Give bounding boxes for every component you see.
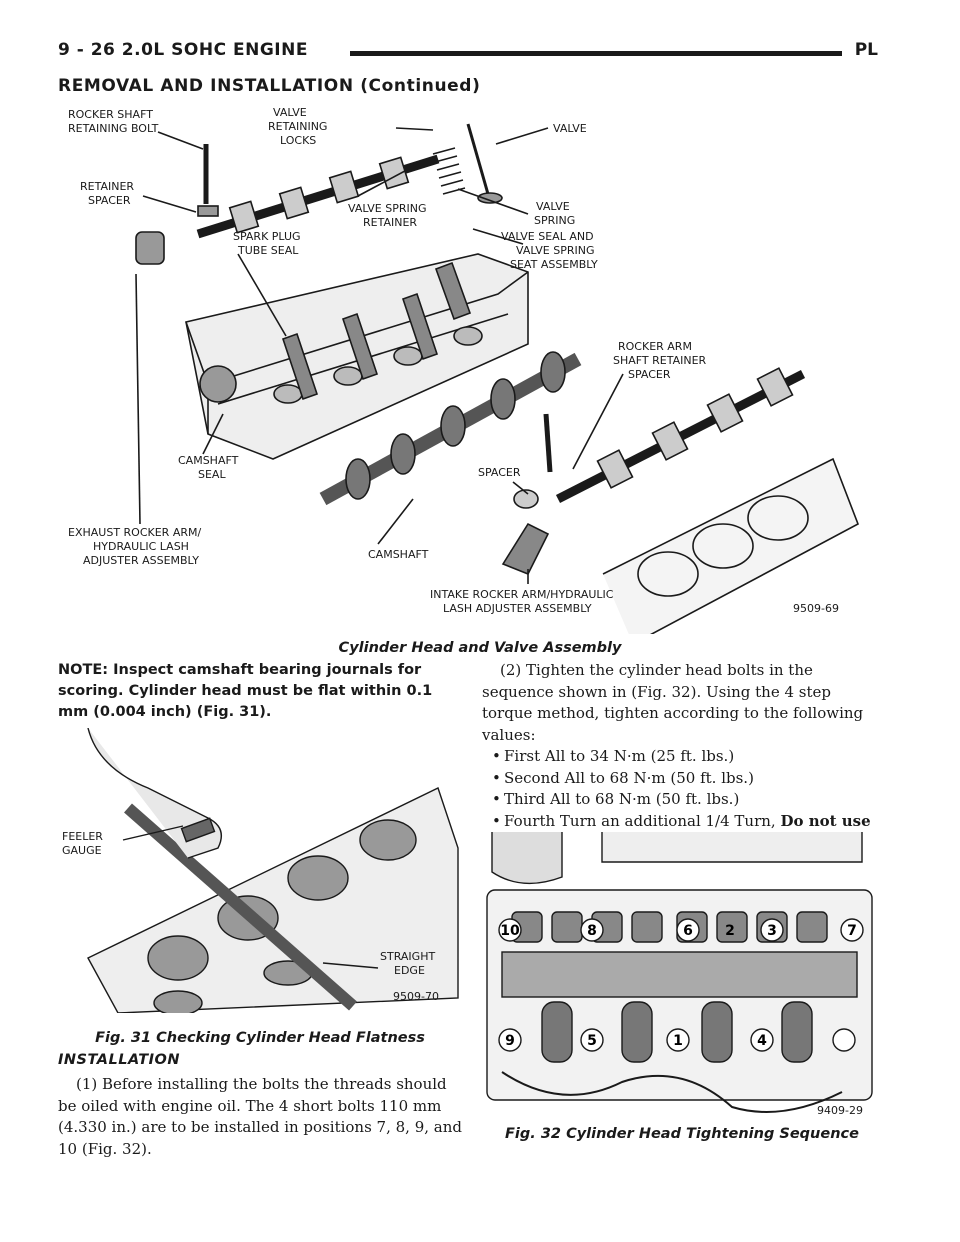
figure-code: 9509-69 [793,602,839,615]
label-valve-seal: VALVE SEAL AND [501,230,594,243]
header-rule [350,51,842,56]
label-retainer-spacer: RETAINER [80,180,135,193]
section-title: REMOVAL AND INSTALLATION (Continued) [58,76,481,96]
label-straight-edge-2: EDGE [394,964,425,977]
left-column [58,660,462,723]
label-intake-rocker: INTAKE ROCKER ARM/HYDRAULIC [430,588,614,601]
page-header [58,40,878,70]
installation-heading: INSTALLATION [58,1052,181,1068]
bolt-number: 10 [500,923,520,939]
bolt-number: 1 [673,1033,683,1049]
bolt-number: 2 [725,923,735,939]
bolt-number: 7 [847,923,857,939]
page-number: 9 - 26 2.0L SOHC ENGINE [58,40,308,60]
figure-caption-main: Cylinder Head and Valve Assembly [338,640,622,656]
torque-step-2: • Second All to 68 N·m (50 ft. lbs.) [504,768,882,790]
label-valve-seal-3: SEAT ASSEMBLY [510,258,598,271]
figure-31-caption: Fig. 31 Checking Cylinder Head Flatness [95,1030,425,1046]
figure-32 [482,832,882,1120]
label-rocker-spacer-3: SPACER [628,368,671,381]
label-rocker-spacer-2: SHAFT RETAINER [613,354,707,367]
label-valve-locks: VALVE [273,106,307,119]
label-spark-plug-seal-2: TUBE SEAL [238,244,299,257]
figure-31-code: 9509-70 [393,990,439,1003]
label-valve-spring: VALVE [536,200,570,213]
step-2-text: (2) Tighten the cylinder head bolts in the sequence shown in (Fig. 32). Using the 4 step torque method, tighten according to the following values: [482,661,864,744]
label-exhaust-rocker: EXHAUST ROCKER ARM/ [68,526,202,539]
bolt-number: 9 [505,1033,515,1049]
label-exhaust-rocker-3: ADJUSTER ASSEMBLY [83,554,199,567]
figure-cylinder-head-assembly [58,104,888,634]
label-camshaft: CAMSHAFT [368,548,429,561]
torque-step-3: • Third All to 68 N·m (50 ft. lbs.) [504,789,882,811]
label-camshaft-seal: CAMSHAFT [178,454,239,467]
label-rocker-shaft-bolt: ROCKER SHAFT [68,108,153,121]
torque-step-4-text: Fourth Turn an additional 1/4 Turn, [504,811,781,830]
bolt-number: 8 [587,923,597,939]
label-feeler-gauge-2: GAUGE [62,844,102,857]
label-rocker-spacer: ROCKER ARM [618,340,692,353]
label-camshaft-seal-2: SEAL [198,468,226,481]
note-text: NOTE: Inspect camshaft bearing journals for scoring. Cylinder head must be flat within 0.1 mm (0.004 inch) (Fig. 31). [58,662,433,720]
label-valve-locks-2: RETAINING [268,120,328,133]
label-rocker-shaft-bolt-2: RETAINING BOLT [68,122,159,135]
label-spacer: SPACER [478,466,521,479]
label-straight-edge: STRAIGHT [380,950,436,963]
section-code: PL [854,40,878,60]
right-column [482,660,882,854]
label-valve-seal-2: VALVE SPRING [516,244,595,257]
torque-step-4-warning: Do not use [780,811,871,830]
label-valve-locks-3: LOCKS [280,134,317,147]
label-valve: VALVE [553,122,587,135]
label-feeler-gauge: FEELER [62,830,103,843]
bolt-number: 3 [767,923,777,939]
label-exhaust-rocker-2: HYDRAULIC LASH [93,540,189,553]
label-intake-rocker-2: LASH ADJUSTER ASSEMBLY [443,602,592,615]
bolt-number: 4 [757,1033,767,1049]
figure-32-code: 9409-29 [817,1104,863,1117]
step-1 [58,1074,462,1160]
figure-31 [58,728,462,1013]
label-retainer-spacer-2: SPACER [88,194,131,207]
label-valve-spring-retainer-2: RETAINER [363,216,418,229]
step-1-text: (1) Before installing the bolts the threads should be oiled with engine oil. The 4 short bolts 110 mm (4.330 in.) are to be installed in positions 7, 8, 9, and 10 (Fig. 32). [58,1075,462,1158]
figure-32-caption: Fig. 32 Cylinder Head Tightening Sequence [505,1126,859,1142]
label-spark-plug-seal: SPARK PLUG [233,230,301,243]
bolt-number: 5 [587,1033,597,1049]
bolt-number: 6 [683,923,693,939]
label-valve-spring-2: SPRING [534,214,576,227]
label-valve-spring-retainer: VALVE SPRING [348,202,427,215]
torque-step-1: • First All to 34 N·m (25 ft. lbs.) [504,746,882,768]
